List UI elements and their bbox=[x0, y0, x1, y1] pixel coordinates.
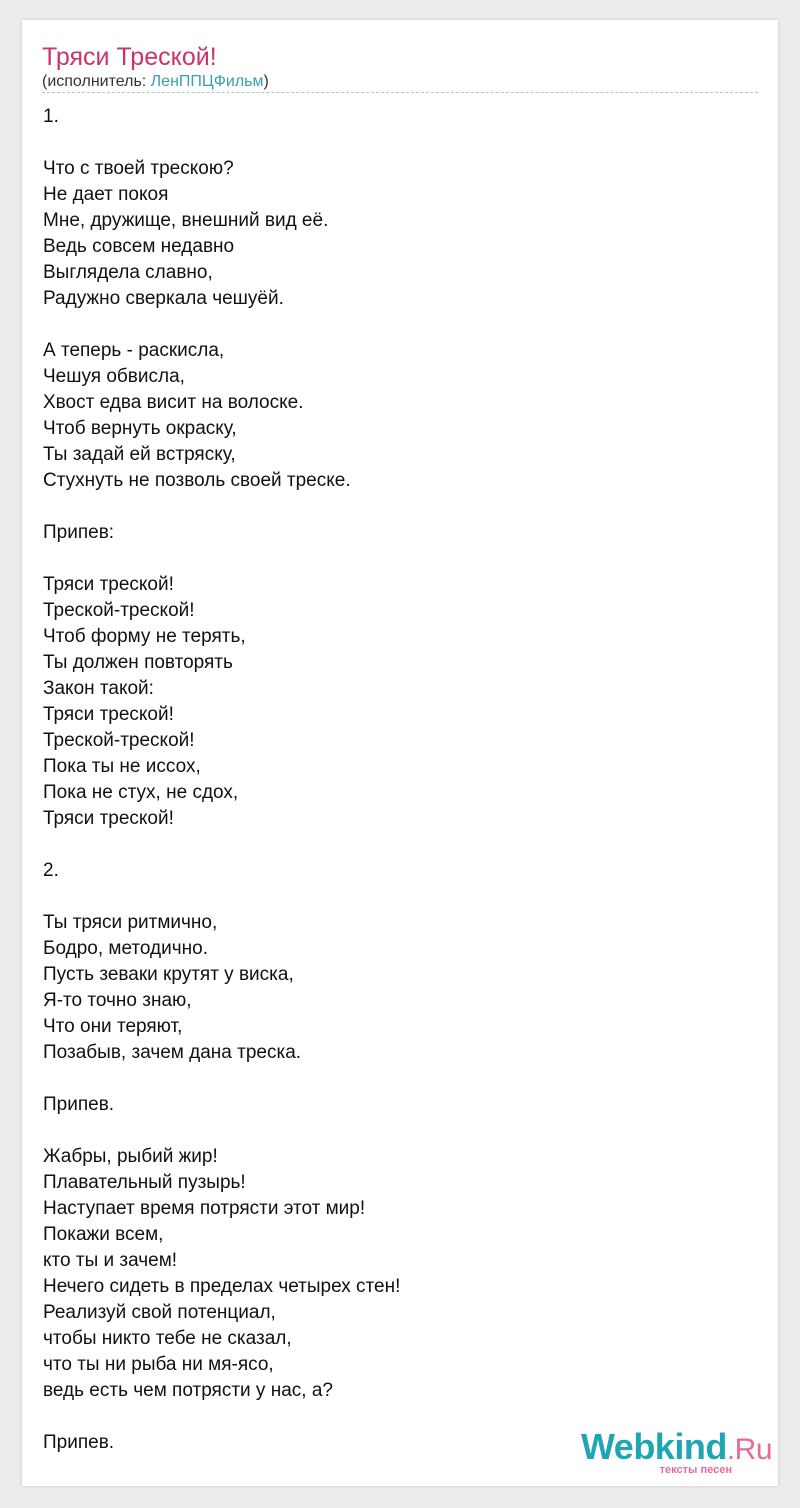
lyric-line: Позабыв, зачем дана треска. bbox=[43, 1042, 302, 1063]
lyric-line: что ты ни рыба ни мя-ясо, bbox=[43, 1354, 274, 1375]
lyric-blank-line bbox=[43, 494, 743, 520]
lyric-line: Плавательный пузырь! bbox=[43, 1172, 246, 1193]
lyric-line: Пока не стух, не сдох, bbox=[43, 782, 239, 803]
lyric-blank-line bbox=[43, 1066, 743, 1092]
lyric-line: Пока ты не иссох, bbox=[43, 756, 201, 777]
lyric-blank-line bbox=[43, 1118, 743, 1144]
lyric-line: Я-то точно знаю, bbox=[43, 990, 192, 1011]
lyric-line: Припев. bbox=[43, 1094, 115, 1115]
lyric-blank-line bbox=[43, 130, 743, 156]
artist-line bbox=[42, 72, 269, 92]
lyric-line: Стухнуть не позволь своей треске. bbox=[43, 470, 351, 491]
lyric-line: 2. bbox=[43, 860, 59, 881]
lyric-line: Что они теряют, bbox=[43, 1016, 183, 1037]
lyric-line: Чешуя обвисла, bbox=[43, 366, 185, 387]
lyric-line: Ты задай ей встряску, bbox=[43, 444, 236, 465]
lyric-line: кто ты и зачем! bbox=[43, 1250, 178, 1271]
lyric-line: чтобы никто тебе не сказал, bbox=[43, 1328, 292, 1349]
lyric-line: ведь есть чем потрясти у нас, а? bbox=[43, 1380, 333, 1401]
lyric-line: Припев: bbox=[43, 522, 115, 543]
lyrics-card bbox=[22, 20, 778, 1486]
lyric-line: Закон такой: bbox=[43, 678, 154, 699]
title-divider bbox=[42, 92, 758, 93]
lyric-line: Выглядела славно, bbox=[43, 262, 213, 283]
lyric-line: Ты должен повторять bbox=[43, 652, 233, 673]
song-title: Тряси Треской! bbox=[42, 43, 217, 71]
artist-suffix: ) bbox=[263, 73, 269, 90]
lyric-line: Что с твоей трескою? bbox=[43, 158, 234, 179]
lyric-blank-line bbox=[43, 312, 743, 338]
lyric-line: А теперь - раскисла, bbox=[43, 340, 225, 361]
lyric-line: Тряси треской! bbox=[43, 574, 174, 595]
logo-name: Webkind bbox=[580, 1426, 727, 1467]
logo-wordmark bbox=[580, 1426, 772, 1468]
logo-tld: .Ru bbox=[726, 1433, 772, 1466]
lyric-line: Припев. bbox=[43, 1432, 115, 1453]
lyric-line: Пусть зеваки крутят у виска, bbox=[43, 964, 294, 985]
artist-prefix: (исполнитель: bbox=[42, 73, 151, 90]
lyric-line: Нечего сидеть в пределах четырех стен! bbox=[43, 1276, 401, 1297]
lyric-line: Чтоб форму не терять, bbox=[43, 626, 246, 647]
lyric-line: Треской-треской! bbox=[43, 600, 195, 621]
lyric-line: Покажи всем, bbox=[43, 1224, 164, 1245]
lyric-blank-line bbox=[43, 884, 743, 910]
artist-link[interactable]: ЛенППЦФильм bbox=[150, 73, 264, 90]
lyric-line: Радужно сверкала чешуёй. bbox=[43, 288, 284, 309]
lyric-line: Ведь совсем недавно bbox=[43, 236, 235, 257]
lyric-line: Чтоб вернуть окраску, bbox=[43, 418, 237, 439]
lyric-line: Треской-треской! bbox=[43, 730, 195, 751]
lyric-line: Наступает время потрясти этот мир! bbox=[43, 1198, 366, 1219]
lyric-line: 1. bbox=[43, 106, 59, 127]
lyric-line: Тряси треской! bbox=[43, 704, 174, 725]
lyric-line: Ты тряси ритмично, bbox=[43, 912, 218, 933]
lyric-line: Хвост едва висит на волоске. bbox=[43, 392, 304, 413]
lyric-line: Жабры, рыбий жир! bbox=[43, 1146, 218, 1167]
webkind-logo[interactable] bbox=[580, 1426, 772, 1476]
lyric-line: Бодро, методично. bbox=[43, 938, 208, 959]
lyric-blank-line bbox=[43, 832, 743, 858]
lyric-line: Тряси треской! bbox=[43, 808, 174, 829]
logo-tagline: тексты песен bbox=[659, 1464, 732, 1476]
lyrics-body bbox=[43, 104, 743, 1456]
lyric-line: Реализуй свой потенциал, bbox=[43, 1302, 276, 1323]
lyric-blank-line bbox=[43, 546, 743, 572]
lyric-line: Не дает покоя bbox=[43, 184, 169, 205]
lyric-line: Мне, дружище, внешний вид её. bbox=[43, 210, 329, 231]
